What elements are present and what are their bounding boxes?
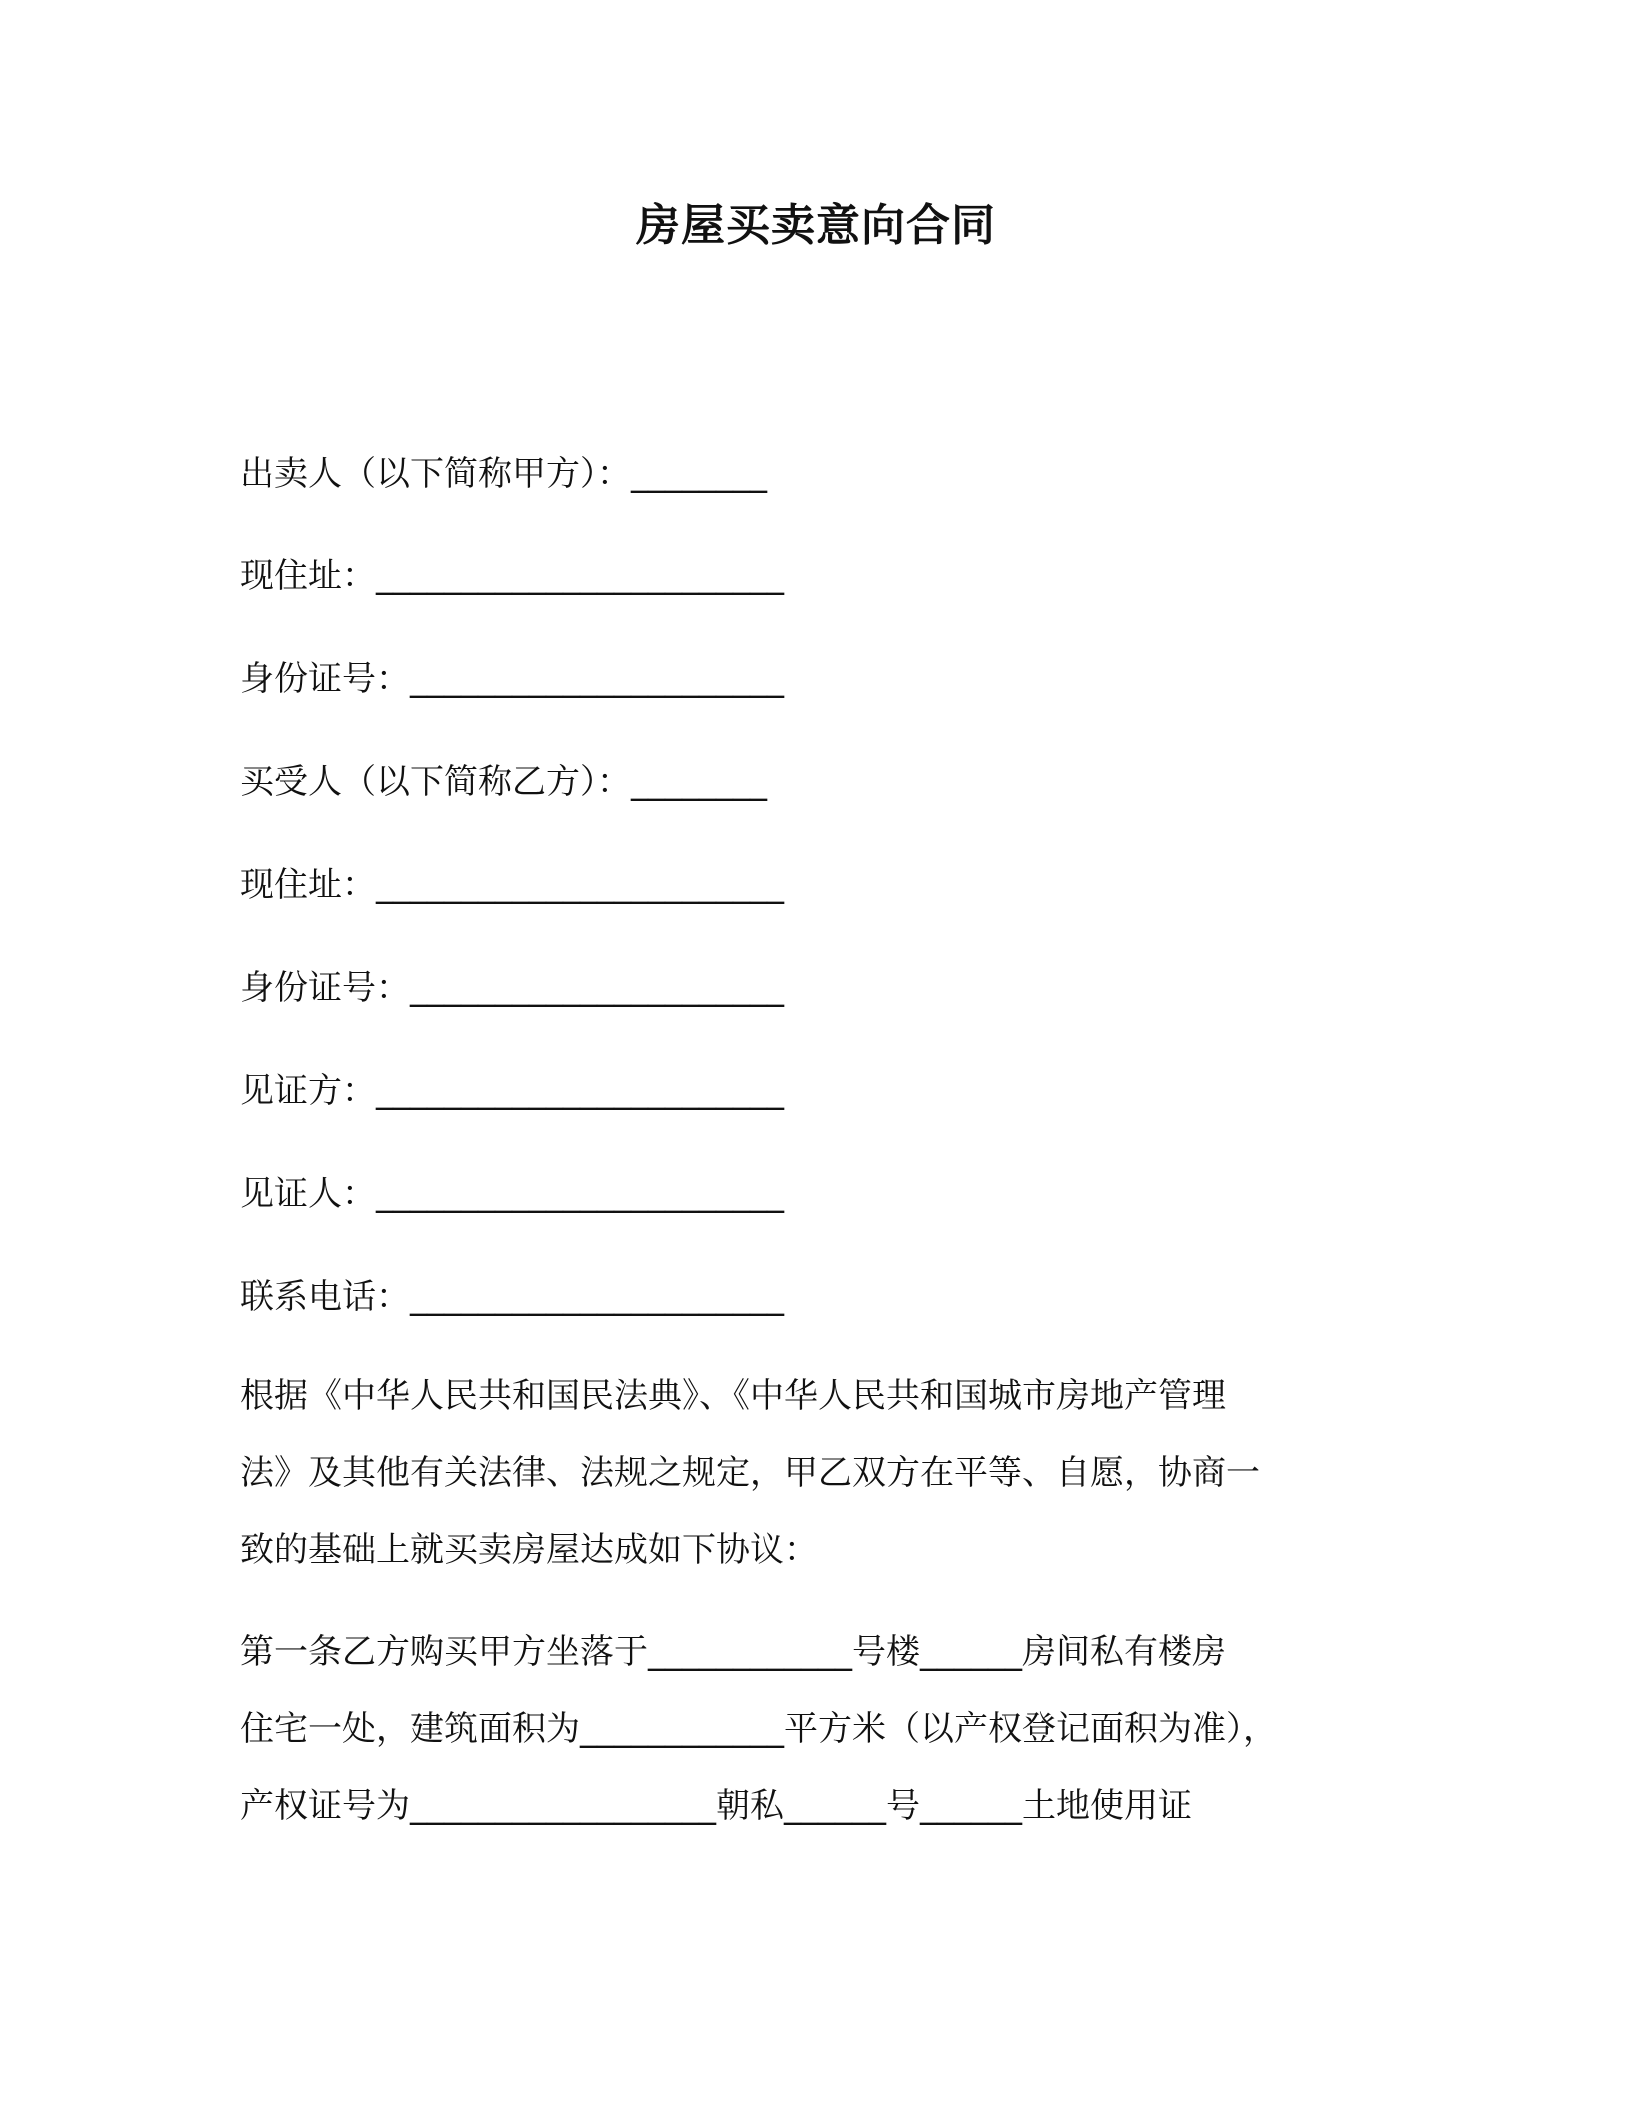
field-witness-person-blank[interactable]: ________________________	[376, 1174, 784, 1214]
field-buyer-id-blank[interactable]: ______________________	[410, 968, 784, 1008]
field-witness-party	[240, 1067, 784, 1115]
field-seller-address-label: 现住址：	[240, 556, 376, 596]
field-witness-person	[240, 1170, 784, 1218]
field-buyer-address	[240, 861, 784, 909]
field-buyer-id-label: 身份证号：	[240, 968, 410, 1008]
field-seller-id	[240, 655, 784, 703]
article1-line: 第一条乙方购买甲方坐落于____________号楼______房间私有楼房	[240, 1632, 1226, 1672]
field-buyer-id	[240, 964, 784, 1012]
field-phone	[240, 1273, 784, 1321]
field-buyer-label: 买受人（以下简称乙方）：	[240, 762, 631, 802]
field-seller-id-label: 身份证号：	[240, 659, 410, 699]
field-seller-id-blank[interactable]: ______________________	[410, 659, 784, 699]
field-seller-address-blank[interactable]: ________________________	[376, 556, 784, 596]
field-buyer-blank[interactable]: ________	[631, 762, 767, 802]
preamble-line: 法》及其他有关法律、法规之规定，甲乙双方在平等、自愿，协商一	[240, 1453, 1260, 1493]
field-seller-address	[240, 552, 784, 600]
field-buyer-address-blank[interactable]: ________________________	[376, 865, 784, 905]
article1-line: 产权证号为__________________朝私______号______土地使用证	[240, 1786, 1192, 1826]
field-buyer-address-label: 现住址：	[240, 865, 376, 905]
preamble-line: 致的基础上就买卖房屋达成如下协议：	[240, 1530, 818, 1570]
field-seller-label: 出卖人（以下简称甲方）：	[240, 454, 631, 494]
field-witness-party-blank[interactable]: ________________________	[376, 1071, 784, 1111]
document-title: 房屋买卖意向合同	[636, 200, 996, 251]
field-witness-person-label: 见证人：	[240, 1174, 376, 1214]
field-witness-party-label: 见证方：	[240, 1071, 376, 1111]
preamble-line: 根据《中华人民共和国民法典》、《中华人民共和国城市房地产管理	[240, 1376, 1226, 1416]
field-seller-blank[interactable]: ________	[631, 454, 767, 494]
field-seller	[240, 450, 767, 498]
article1-line: 住宅一处，建筑面积为____________平方米（以产权登记面积为准），	[240, 1709, 1277, 1749]
field-phone-blank[interactable]: ______________________	[410, 1277, 784, 1317]
field-buyer	[240, 758, 767, 806]
field-phone-label: 联系电话：	[240, 1277, 410, 1317]
